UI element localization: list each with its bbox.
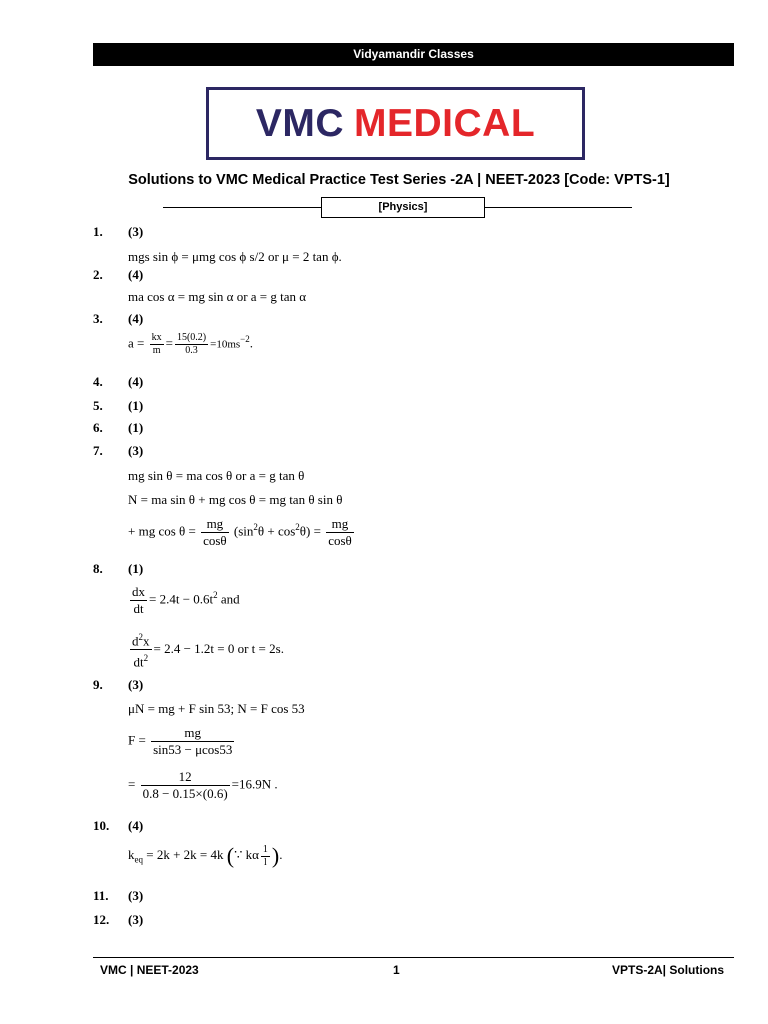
denominator-part: dt	[133, 654, 144, 670]
exponent: 2	[295, 522, 300, 533]
eq-text: =	[128, 776, 136, 792]
answer-option: (3)	[128, 888, 144, 903]
question-number: 5.	[93, 398, 103, 413]
numerator: 15(0.2)	[176, 332, 207, 343]
question-number: 4.	[93, 374, 103, 389]
denominator	[130, 650, 152, 670]
paren-right: )	[271, 843, 280, 868]
fraction	[150, 332, 164, 357]
solution-line: mg sin θ = ma cos θ or a = g tan θ	[128, 468, 305, 483]
solution-equation	[128, 584, 240, 617]
fraction	[175, 332, 208, 357]
numerator: 12	[141, 769, 230, 786]
fraction	[326, 516, 354, 549]
solution-equation	[128, 629, 284, 671]
solution-equation	[128, 725, 236, 758]
answer-option: (1)	[128, 420, 144, 435]
question-number: 8.	[93, 561, 103, 576]
paren-left: (	[226, 843, 235, 868]
eq-text: θ + cos	[257, 523, 296, 539]
answer-option: (3)	[128, 912, 144, 927]
footer-rule	[93, 957, 734, 958]
answer-option: (3)	[128, 443, 144, 458]
exponent: 2	[138, 632, 143, 642]
fraction	[130, 629, 152, 671]
numerator	[130, 629, 152, 650]
exponent: 2	[213, 590, 218, 601]
numerator: 1	[262, 843, 268, 855]
denominator: l	[264, 856, 267, 868]
fraction	[130, 584, 147, 617]
header-bar: Vidyamandir Classes	[93, 43, 734, 66]
fraction	[151, 725, 234, 758]
eq-end: .	[249, 335, 253, 351]
question-number: 10.	[93, 818, 110, 833]
question-number: 12.	[93, 912, 110, 927]
denominator: cosθ	[203, 533, 227, 548]
question-number: 2.	[93, 267, 103, 282]
logo-medical-text: MEDICAL	[354, 101, 536, 145]
eq-end: .	[279, 846, 283, 862]
eq-text: and	[217, 591, 240, 607]
question-number: 6.	[93, 420, 103, 435]
fraction	[261, 844, 270, 869]
document-title: Solutions to VMC Medical Practice Test Series -2A | NEET-2023 [Code: VPTS-1]	[128, 172, 670, 188]
exponent: 2	[143, 653, 149, 664]
question-number: 7.	[93, 443, 103, 458]
answer-option: (4)	[128, 374, 144, 389]
denominator: cosθ	[328, 533, 352, 548]
exponent: −2	[240, 334, 250, 345]
eq-text: ∵ kα	[234, 846, 259, 862]
numerator: dx	[132, 584, 145, 599]
eq-text: = 2k + 2k = 4k	[143, 846, 224, 862]
answer-option: (4)	[128, 267, 144, 282]
answer-option: (4)	[128, 818, 144, 833]
question-number: 1.	[93, 224, 103, 239]
eq-result: =16.9N .	[231, 776, 278, 792]
footer-left: VMC | NEET-2023	[100, 963, 199, 977]
eq-text: k	[128, 846, 135, 862]
denominator: 0.8 − 0.15×(0.6)	[142, 786, 228, 801]
denominator: 0.3	[185, 345, 198, 356]
answer-option: (3)	[128, 677, 144, 692]
section-rule-right	[485, 207, 632, 208]
answer-option: (3)	[128, 224, 144, 239]
question-number: 9.	[93, 677, 103, 692]
eq-text: F =	[128, 732, 146, 748]
numerator-part: x	[143, 633, 150, 649]
question-number: 11.	[93, 888, 109, 903]
question-number: 3.	[93, 311, 103, 326]
numerator: mg	[151, 725, 234, 742]
denominator: m	[152, 345, 161, 356]
numerator: mg	[326, 516, 354, 533]
logo-vmc-text: VMC	[255, 101, 344, 145]
numerator: mg	[201, 516, 229, 533]
fraction	[201, 516, 229, 549]
subscript: eq	[134, 854, 143, 865]
solution-equation	[128, 769, 278, 802]
eq-text: a =	[128, 335, 145, 351]
eq-text: = 2.4 − 1.2t = 0 or t = 2s.	[153, 640, 284, 656]
solution-equation	[128, 843, 283, 869]
eq-text: θ) =	[299, 523, 321, 539]
solution-line: N = ma sin θ + mg cos θ = mg tan θ sin θ	[128, 492, 343, 507]
section-label: [Physics]	[321, 197, 485, 218]
numerator-part: d	[132, 633, 139, 649]
answer-option: (4)	[128, 311, 144, 326]
section-rule-left	[163, 207, 321, 208]
footer-right: VPTS-2A| Solutions	[612, 963, 725, 977]
fraction	[141, 769, 230, 802]
numerator: kx	[151, 332, 162, 343]
vmc-medical-logo	[206, 87, 585, 160]
eq-text: + mg cos θ =	[128, 523, 196, 539]
solution-equation: a = $\frac{kx}{m}$ = $\frac{15(0.2)}{0.3}$ $=10ms^{-2}$.	[128, 332, 253, 356]
solution-line: ma cos α = mg sin α or a = g tan α	[128, 289, 307, 304]
eq-text: = 2.4t − 0.6t	[149, 591, 214, 607]
solution-line: μN = mg + F sin 53; N = F cos 53	[128, 701, 305, 716]
solution-equation	[128, 516, 356, 549]
eq-result: =10ms	[210, 338, 241, 351]
denominator: sin53 − μcos53	[153, 742, 233, 757]
eq-text: (sin	[233, 523, 254, 539]
denominator: dt	[133, 601, 144, 616]
solution-line: mgs sin ϕ = μmg cos ϕ s/2 or μ = 2 tan ϕ.	[128, 249, 342, 264]
page-number: 1	[393, 963, 400, 977]
exponent: 2	[253, 522, 258, 533]
answer-option: (1)	[128, 561, 144, 576]
answer-option: (1)	[128, 398, 144, 413]
